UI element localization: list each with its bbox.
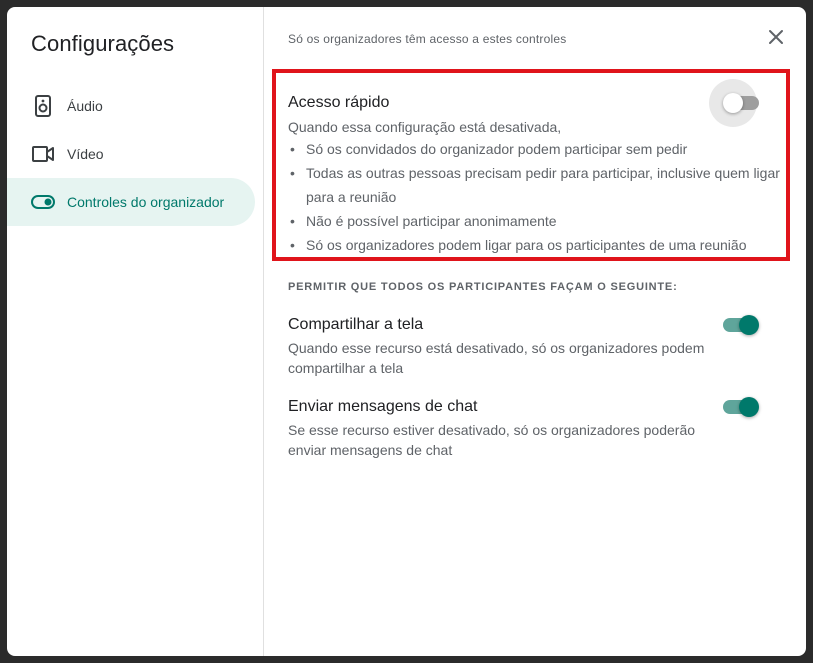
toggle-thumb [739,397,759,417]
sidebar-nav [7,82,263,226]
quick-access-bullets [288,137,788,257]
toggle-icon [31,190,55,214]
speaker-icon [31,94,55,118]
toggle-thumb [723,93,743,113]
sidebar-item-host-controls[interactable] [7,178,255,226]
sidebar-item-video[interactable] [7,130,255,178]
share-screen-setting [288,315,728,378]
quick-access-toggle[interactable] [725,95,761,111]
quick-access-intro: Quando essa configuração está desativada, [288,119,562,135]
chat-setting [288,397,728,460]
sidebar-item-label: Vídeo [67,146,104,162]
quick-access-title: Acesso rápido [288,94,390,111]
main-panel [264,7,806,656]
list-item: • Só os convidados do organizador podem participar sem pedir [288,137,788,161]
video-camera-icon [31,142,55,166]
section-label: PERMITIR QUE TODOS OS PARTICIPANTES FAÇAM O SEGUINTE: [288,281,678,293]
toggle-thumb [739,315,759,335]
chat-toggle[interactable] [723,399,759,415]
sidebar-item-label: Áudio [67,98,103,114]
sidebar-item-label: Controles do organizador [67,194,225,210]
share-screen-toggle[interactable] [723,317,759,333]
sidebar-item-audio[interactable] [7,82,255,130]
chat-desc: Se esse recurso estiver desativado, só os organizadores poderão enviar mensagens de chat [288,422,696,458]
header-note: Só os organizadores têm acesso a estes controles [288,32,567,46]
share-screen-desc: Quando esse recurso está desativado, só os organizadores podem compartilhar a tela [288,340,705,376]
chat-title: Enviar mensagens de chat [288,398,478,415]
share-screen-title: Compartilhar a tela [288,316,424,333]
list-item: • Todas as outras pessoas precisam pedir para participar, inclusive quem ligar para a reunião [288,161,788,209]
settings-dialog [7,7,806,656]
close-button[interactable] [762,25,790,53]
list-item: • Só os organizadores podem ligar para os participantes de uma reunião [288,233,788,257]
sidebar-title: Configurações [31,31,175,56]
sidebar [7,7,264,656]
list-item: • Não é possível participar anonimamente [288,209,788,233]
close-icon [768,29,784,50]
